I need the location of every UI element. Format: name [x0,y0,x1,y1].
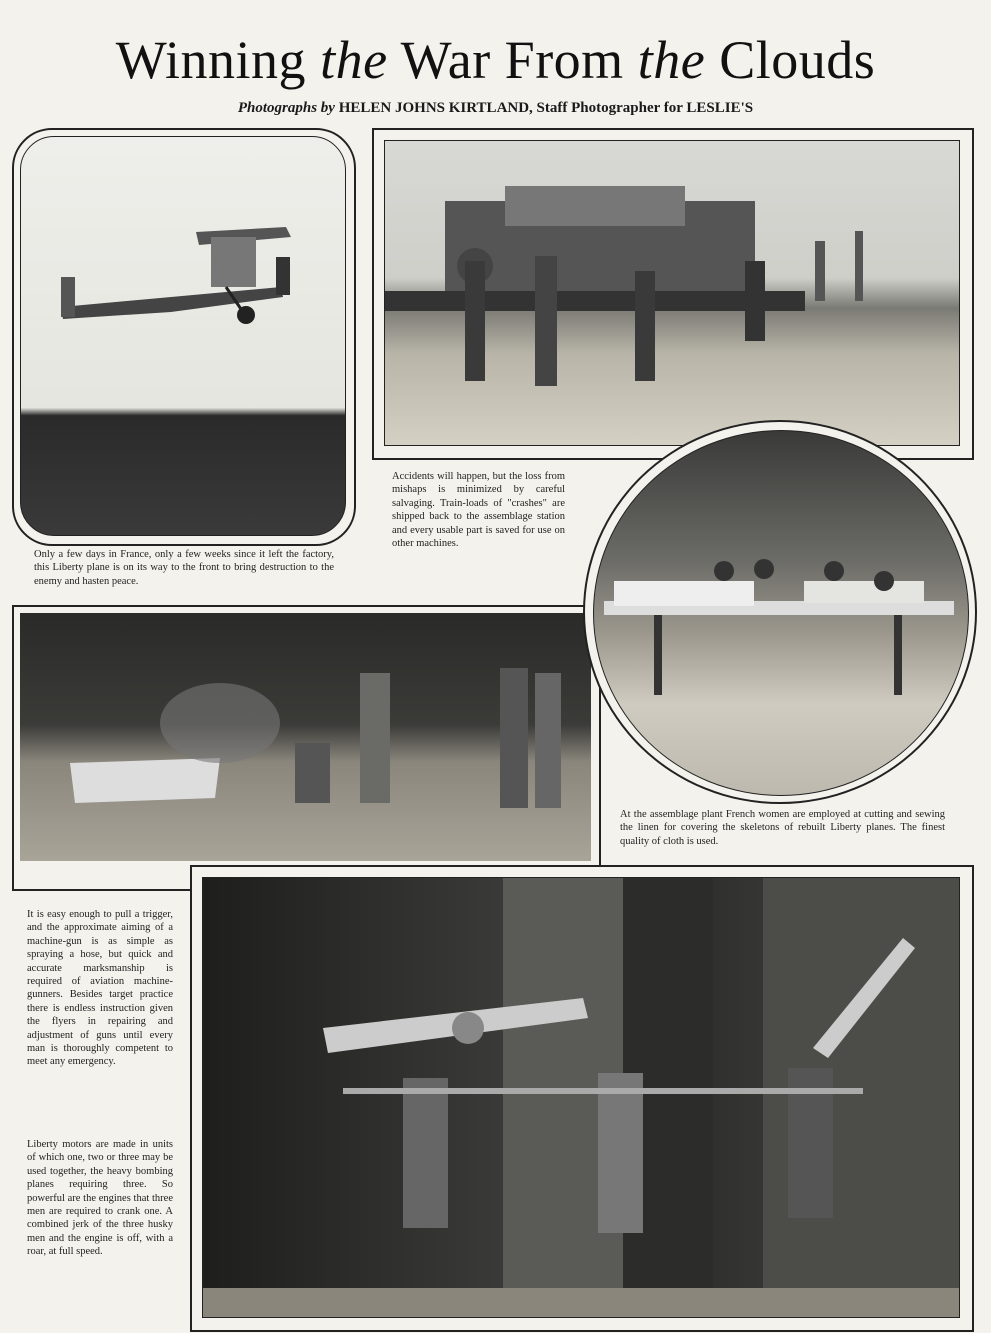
motors-caption: Liberty motors are made in units of which one, two or three may be used together, the heavy bombing planes requiring three. So powerful are the engines that three men are required to crank one. A combined jerk of the three husky men and the engine is off, with a roar, at full speed. [27,1139,173,1258]
gunnery-photo-frame [12,605,601,891]
biplane-illustration [21,137,345,535]
propeller-illustration [203,878,959,1317]
salvage-caption: Accidents will happen, but the loss from mishaps is minimized by careful salvaging. Train-loads of "crashes" are shipped back to the assemblage station and every usable part is saved for use on other machines. [392,471,565,550]
gunnery-caption: It is easy enough to pull a trigger, and the approximate aiming of a machine-gun is as simple as spraying a hose, but quick and accurate marksmanship is required of aviation machine-gunners. Besides target practice there is endless instruction given the flyers in repairing and adjustment of guns until every man is thoroughly competent to meet any emergency. [27,909,173,1068]
gunnery-illustration [20,613,591,861]
gunnery-photo [20,613,591,861]
sewing-photo-frame [583,420,977,804]
salvage-photo-frame [372,128,974,460]
photo-credit: Photographs by HELEN JOHNS KIRTLAND, Staff Photographer for LESLIE'S [237,100,754,116]
page-title: Winning the War From the Clouds [115,30,876,90]
salvage-photo [384,140,960,446]
plane-flight-caption: Only a few days in France, only a few weeks since it left the factory, this Liberty plane is on its way to the front to bring destruction to the enemy and hasten peace. [34,549,334,587]
propeller-photo [202,877,960,1318]
plane-flight-photo [20,136,346,536]
propeller-photo-frame [190,865,974,1332]
sewing-photo [593,430,969,796]
plane-flight-photo-frame [12,128,356,546]
workshop-illustration [594,431,968,795]
sewing-caption: At the assemblage plant French women are employed at cutting and sewing the linen for covering the skeletons of rebuilt Liberty planes. The finest quality of cloth is used. [620,809,945,847]
rail-car-illustration [385,141,959,445]
